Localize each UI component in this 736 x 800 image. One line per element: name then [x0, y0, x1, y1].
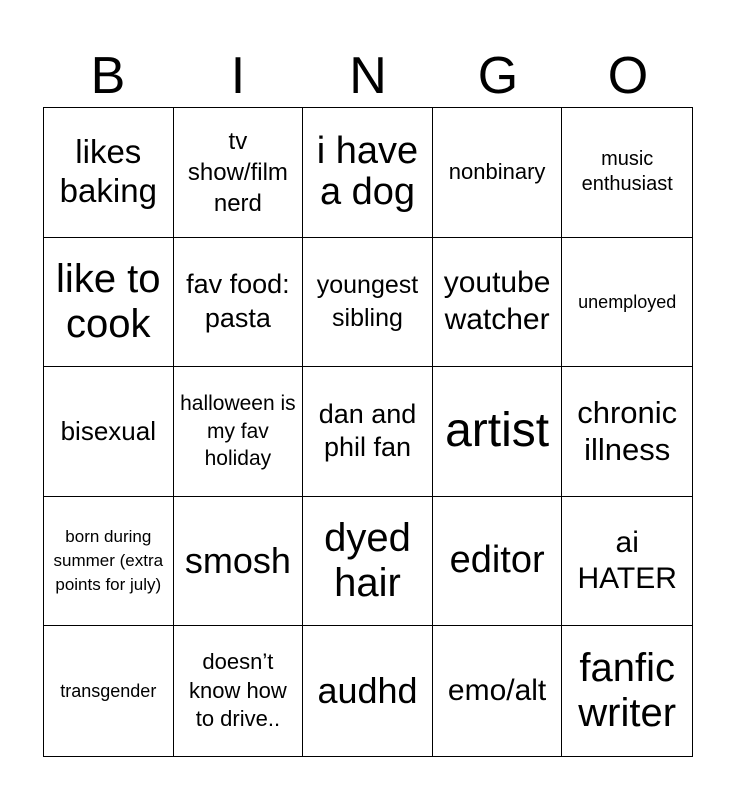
- bingo-board: [43, 107, 693, 757]
- bingo-cell[interactable]: born during summer (extra points for july): [44, 497, 174, 627]
- bingo-cell[interactable]: dan and phil fan: [303, 367, 433, 497]
- bingo-cell[interactable]: ai HATER: [562, 497, 692, 627]
- bingo-header: [43, 44, 693, 108]
- header-letter-i: I: [230, 47, 246, 105]
- bingo-cell[interactable]: tv show/film nerd: [174, 108, 304, 238]
- bingo-cell[interactable]: i have a dog: [303, 108, 433, 238]
- header-letter-n: N: [349, 47, 387, 105]
- bingo-cell[interactable]: fanfic writer: [578, 646, 677, 736]
- bingo-cell[interactable]: nonbinary: [433, 108, 563, 238]
- bingo-cell[interactable]: transgender: [44, 626, 174, 756]
- bingo-cell[interactable]: halloween is my fav holiday: [174, 367, 304, 497]
- bingo-cell[interactable]: smosh: [174, 497, 304, 627]
- bingo-cell[interactable]: audhd: [303, 626, 433, 756]
- bingo-cell[interactable]: dyed hair: [303, 497, 433, 627]
- bingo-cell[interactable]: chronic illness: [562, 367, 692, 497]
- bingo-cell[interactable]: like to cook: [44, 238, 174, 368]
- header-letter-g: G: [477, 47, 519, 105]
- bingo-cell[interactable]: music enthusiast: [562, 108, 692, 238]
- bingo-cell[interactable]: unemployed: [562, 238, 692, 368]
- bingo-cell[interactable]: editor: [433, 497, 563, 627]
- bingo-cell[interactable]: likes baking: [44, 108, 174, 238]
- bingo-cell[interactable]: fav food: pasta: [174, 238, 304, 368]
- bingo-cell[interactable]: doesn’t know how to drive..: [174, 626, 304, 756]
- bingo-cell[interactable]: youngest sibling: [303, 238, 433, 368]
- bingo-cell[interactable]: emo/alt: [433, 626, 563, 756]
- bingo-cell[interactable]: youtube watcher: [433, 238, 563, 368]
- header-letter-b: B: [90, 47, 126, 105]
- bingo-cell[interactable]: artist: [433, 367, 563, 497]
- bingo-cell[interactable]: bisexual: [44, 367, 174, 497]
- header-letter-o: O: [607, 47, 649, 105]
